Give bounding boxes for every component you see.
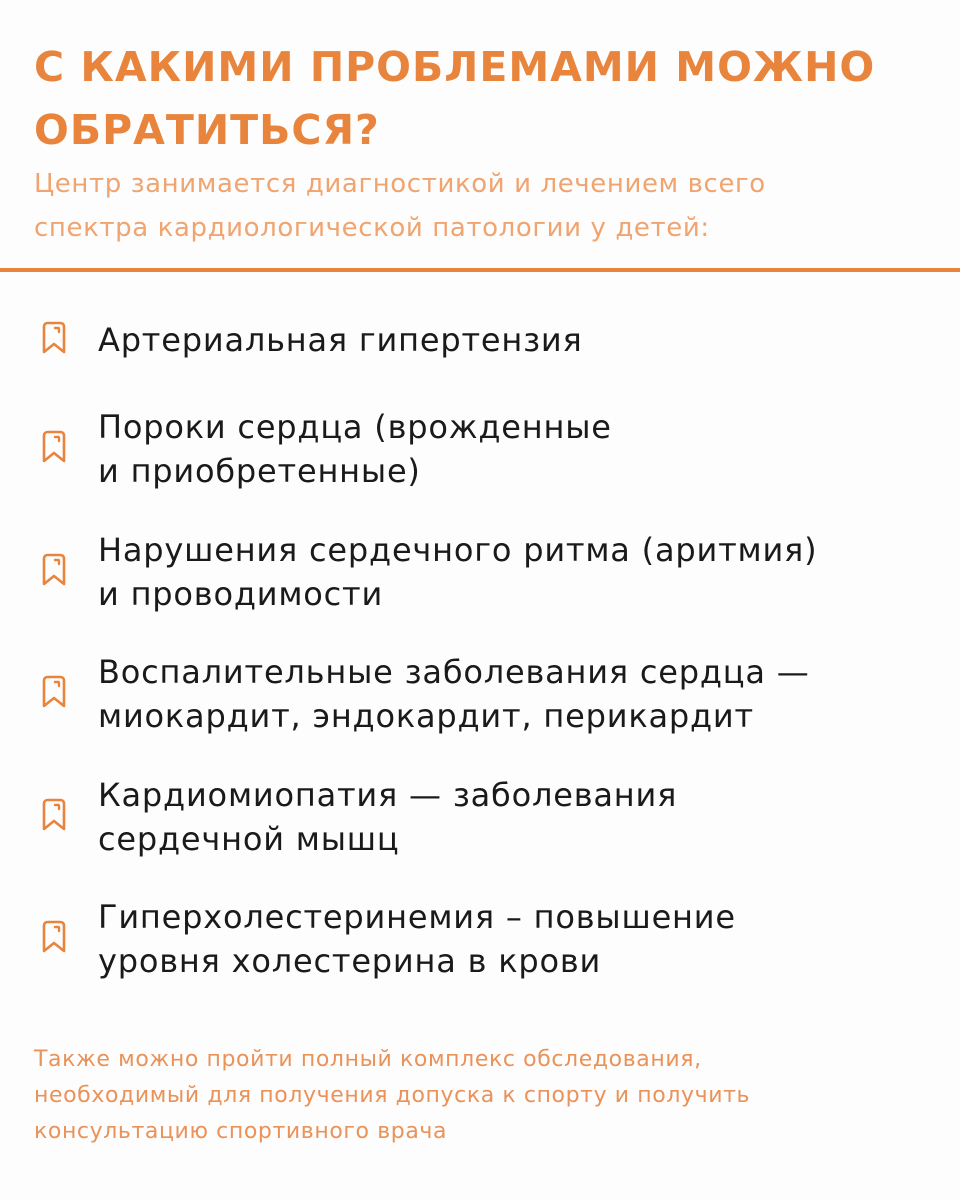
item-text: [98, 405, 612, 493]
item-line: уровня холестерина в крови: [98, 942, 602, 980]
list-item: [40, 650, 810, 738]
list-item: [40, 405, 612, 493]
item-text: [98, 318, 583, 362]
item-line: Нарушения сердечного ритма (аритмия): [98, 531, 818, 569]
subtitle-line: спектра кардиологической патологии у детей:: [34, 213, 710, 243]
bookmark-icon: [40, 430, 68, 468]
item-line: и приобретенные): [98, 452, 421, 490]
list-item: [40, 528, 817, 616]
item-line: Кардиомиопатия — заболевания: [98, 776, 678, 814]
item-text: [98, 773, 677, 861]
item-line: Воспалительные заболевания сердца —: [98, 653, 810, 691]
bookmark-icon: [40, 675, 68, 713]
item-line: Артериальная гипертензия: [98, 321, 583, 359]
subtitle: [34, 162, 766, 250]
item-line: Гиперхолестеринемия – повышение: [98, 898, 736, 936]
item-line: и проводимости: [98, 575, 384, 613]
title-line: С КАКИМИ ПРОБЛЕМАМИ МОЖНО: [34, 43, 876, 91]
bookmark-icon: [40, 553, 68, 591]
item-line: Пороки сердца (врожденные: [98, 408, 612, 446]
footer-line: консультацию спортивного врача: [34, 1119, 448, 1144]
divider: [0, 268, 960, 272]
item-line: сердечной мышц: [98, 820, 400, 858]
list-item: [40, 773, 677, 861]
item-text: [98, 528, 817, 616]
item-text: [98, 895, 736, 983]
page-title: [34, 36, 875, 162]
item-text: [98, 650, 810, 738]
title-line: ОБРАТИТЬСЯ?: [34, 106, 380, 154]
item-line: миокардит, эндокардит, перикардит: [98, 697, 754, 735]
footer-note: [34, 1042, 750, 1150]
subtitle-line: Центр занимается диагностикой и лечением всего: [34, 169, 766, 199]
bookmark-icon: [40, 920, 68, 958]
footer-line: необходимый для получения допуска к спорту и получить: [34, 1083, 751, 1108]
bookmark-icon: [40, 321, 68, 359]
list-item: [40, 895, 736, 983]
bookmark-icon: [40, 798, 68, 836]
footer-line: Также можно пройти полный комплекс обследования,: [34, 1047, 702, 1072]
list-item: [40, 318, 583, 362]
